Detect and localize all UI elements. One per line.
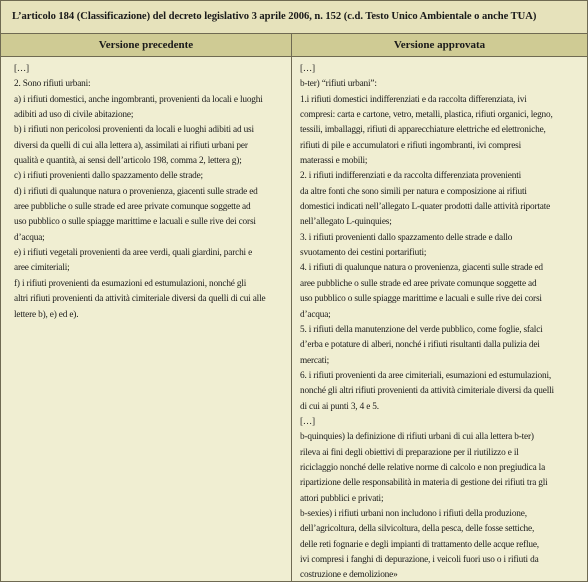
approved-version-line: compresi: carta e cartone, vetro, metalli, plastica, rifiuti organici, legno,: [300, 110, 553, 121]
approved-version-line: costruzione e demolizione»: [300, 570, 398, 581]
table-body: [1, 57, 587, 581]
approved-version-line: b-sexies) i rifiuti urbani non includono i rifiuti della produzione,: [300, 508, 527, 519]
previous-version-line: b) i rifiuti non pericolosi provenienti da locali e luoghi adibiti ad usi: [14, 125, 254, 136]
approved-version-line: 2. i rifiuti indifferenziati e da raccolta differenziata provenienti: [300, 171, 522, 182]
previous-version-line: […]: [14, 64, 29, 74]
approved-version-line: mercati;: [300, 355, 330, 366]
approved-version-line: materassi e mobili;: [300, 156, 368, 167]
approved-version-line: 4. i rifiuti di qualunque natura o provenienza, giacenti sulle strade ed: [300, 263, 543, 274]
previous-version-line: altri rifiuti provenienti da attività cimiteriale diversi da quelli di cui alle: [14, 294, 266, 305]
approved-version-line: di cui ai punti 3, 4 e 5.: [300, 401, 379, 412]
approved-version-line: nonché gli altri rifiuti provenienti da attività cimiteriale diversi da quelli: [300, 386, 554, 397]
previous-version-line: lettere b), e) ed e).: [14, 309, 79, 320]
previous-version-line: d’acqua;: [14, 232, 45, 243]
approved-version-line: […]: [300, 416, 315, 427]
approved-version-line: attori pubblici e privati;: [300, 493, 384, 504]
approved-version-line: d’erba e potature di alberi, nonché i rifiuti risultanti dalla pulizia dei: [300, 340, 540, 351]
approved-version-line: tessili, imballaggi, rifiuti di apparecchiature elettriche ed elettroniche,: [300, 125, 546, 136]
table-title: L’articolo 184 (Classificazione) del decreto legislativo 3 aprile 2006, n. 152 (c.d. Testo Unico Ambientale o anche TUA): [1, 1, 587, 34]
previous-version-line: 2. Sono rifiuti urbani:: [14, 79, 91, 90]
approved-version-line: 3. i rifiuti provenienti dallo spazzamento delle strade e dallo: [300, 232, 513, 243]
approved-version-line: rifiuti di pile e accumulatori e rifiuti ingombranti, ivi compresi: [300, 140, 521, 151]
approved-version-line: delle reti fognarie e degli impianti di trattamento delle acque reflue,: [300, 539, 539, 550]
approved-version-line: aree pubbliche o sulle strade ed aree private comunque soggette ad: [300, 278, 537, 289]
approved-version-line: 5. i rifiuti della manutenzione del verde pubblico, come foglie, sfalci: [300, 324, 543, 335]
approved-version-line: domestici indicati nell’allegato L-quater prodotti dalle attività riportate: [300, 202, 551, 213]
approved-version-line: 1.i rifiuti domestici indifferenziati e da raccolta differenziata, ivi: [300, 94, 527, 105]
approved-version-line: d’acqua;: [300, 309, 331, 320]
approved-version-line: da altre fonti che sono simili per natura e composizione ai rifiuti: [300, 186, 527, 197]
previous-version-line: f) i rifiuti provenienti da esumazioni ed estumulazioni, nonché gli: [14, 278, 247, 289]
previous-version-line: d) i rifiuti di qualunque natura o provenienza, giacenti sulle strade ed: [14, 186, 258, 197]
approved-version-line: rileva ai fini degli obiettivi di preparazione per il riutilizzo e il: [300, 447, 519, 458]
previous-version-line: qualità e quantità, ai sensi dell’articolo 198, comma 2, lettera g);: [14, 156, 242, 167]
previous-version-line: aree cimiteriali;: [14, 263, 70, 274]
approved-version-line: 6. i rifiuti provenienti da aree cimiteriali, esumazioni ed estumulazioni,: [300, 370, 552, 381]
approved-version-column: [292, 57, 587, 581]
column-header-approved: Versione approvata: [393, 39, 486, 51]
approved-version-line: uso pubblico o sulle spiagge marittime e lacuali e sulle rive dei corsi: [300, 294, 542, 305]
approved-version-line: svuotamento dei cestini portarifiuti;: [300, 248, 427, 259]
previous-version-line: c) i rifiuti provenienti dallo spazzamento delle strade;: [14, 171, 203, 182]
previous-version-column: [1, 57, 292, 581]
approved-version-line: riciclaggio nonché delle relative norme di calcolo e non pregiudica la: [300, 462, 546, 473]
approved-version-line: dell’agricoltura, della silvicoltura, della pesca, delle fosse settiche,: [300, 524, 535, 535]
approved-version-line: b-quinquies) la definizione di rifiuti urbani di cui alla lettera b-ter): [300, 432, 534, 443]
approved-version-line: nell’allegato L-quinquies;: [300, 217, 392, 228]
approved-version-line: ivi compresi i fanghi di depurazione, i veicoli fuori uso o i rifiuti da: [300, 555, 539, 565]
approved-version-line: […]: [300, 64, 315, 74]
column-header-previous: Versione precedente: [1, 34, 292, 56]
column-header-row: [1, 34, 587, 57]
previous-version-line: adibiti ad uso di civile abitazione;: [14, 110, 134, 121]
previous-version-line: e) i rifiuti vegetali provenienti da aree verdi, quali giardini, parchi e: [14, 248, 253, 259]
previous-version-line: aree pubbliche o sulle strade ed aree private comunque soggette ad: [14, 202, 251, 213]
previous-version-line: diversi da quelli di cui alla lettera a), assimilati ai rifiuti urbani per: [14, 140, 248, 151]
approved-version-line: ripartizione delle responsabilità in materia di gestione dei rifiuti tra gli: [300, 478, 548, 489]
approved-version-line: b-ter) “rifiuti urbani”:: [300, 79, 377, 90]
previous-version-line: uso pubblico o sulle spiagge marittime e lacuali e sulle rive dei corsi: [14, 217, 256, 228]
previous-version-line: a) i rifiuti domestici, anche ingombranti, provenienti da locali e luoghi: [14, 94, 263, 105]
